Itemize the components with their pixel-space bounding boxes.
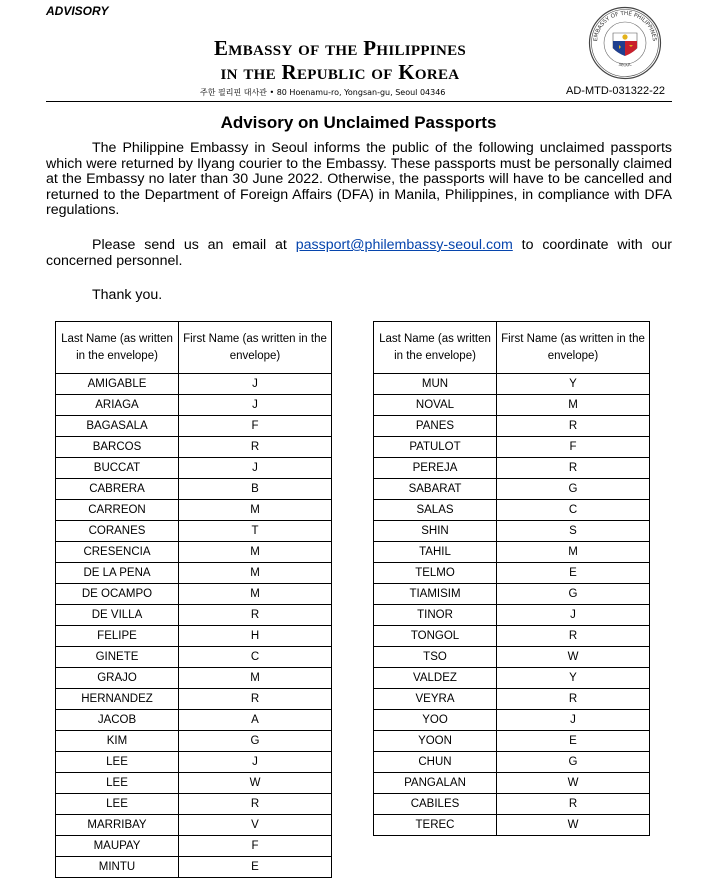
first-name-cell: R [179, 605, 332, 626]
last-name-cell: DE LA PENA [56, 563, 179, 584]
email-link[interactable]: passport@philembassy-seoul.com [295, 237, 513, 253]
table-header-row [374, 322, 650, 374]
last-name-cell: TAHIL [374, 542, 497, 563]
table-row [56, 857, 332, 878]
first-name-cell: M [497, 542, 650, 563]
unclaimed-passports-table-right [373, 321, 650, 836]
last-name-cell: CABILES [374, 794, 497, 815]
last-name-cell: LEE [56, 794, 179, 815]
table-row [56, 479, 332, 500]
header-divider [46, 101, 672, 102]
first-name-cell: A [179, 710, 332, 731]
last-name-cell: GINETE [56, 647, 179, 668]
first-name-cell: Y [497, 668, 650, 689]
table-row [374, 710, 650, 731]
first-name-cell: M [179, 584, 332, 605]
table-row [374, 731, 650, 752]
first-name-cell: R [497, 416, 650, 437]
last-name-cell: BUCCAT [56, 458, 179, 479]
table-row [374, 563, 650, 584]
first-name-header: First Name (as written in the envelope) [179, 322, 332, 374]
seal-top-text: EMBASSY OF THE PHILIPPINES [593, 10, 657, 42]
table-row [374, 374, 650, 395]
last-name-cell: MAUPAY [56, 836, 179, 857]
table-row [374, 689, 650, 710]
last-name-header: Last Name (as written in the envelope) [56, 322, 179, 374]
first-name-cell: G [497, 752, 650, 773]
last-name-cell: VEYRA [374, 689, 497, 710]
contact-paragraph [46, 238, 672, 269]
first-name-cell: E [497, 731, 650, 752]
last-name-cell: PATULOT [374, 437, 497, 458]
table-row [374, 773, 650, 794]
last-name-cell: VALDEZ [374, 668, 497, 689]
table-row [374, 437, 650, 458]
last-name-cell: LEE [56, 773, 179, 794]
advisory-label: ADVISORY [46, 4, 109, 18]
table-row [56, 626, 332, 647]
first-name-cell: E [179, 857, 332, 878]
table-row [374, 752, 650, 773]
table-row [56, 458, 332, 479]
table-row [56, 437, 332, 458]
table-row [56, 815, 332, 836]
table-row [374, 815, 650, 836]
table-row [374, 626, 650, 647]
last-name-cell: BARCOS [56, 437, 179, 458]
first-name-cell: M [179, 500, 332, 521]
table-row [374, 395, 650, 416]
table-row [374, 605, 650, 626]
embassy-seal-icon [588, 6, 662, 80]
first-name-cell: C [179, 647, 332, 668]
last-name-cell: AMIGABLE [56, 374, 179, 395]
contact-text-after: to coordinate with our concerned personnel. [46, 237, 673, 269]
table-row [374, 521, 650, 542]
first-name-cell: T [179, 521, 332, 542]
first-name-cell: F [179, 416, 332, 437]
first-name-cell: R [179, 794, 332, 815]
last-name-cell: TONGOL [374, 626, 497, 647]
first-name-cell: M [179, 563, 332, 584]
first-name-cell: R [179, 689, 332, 710]
table-row [56, 395, 332, 416]
first-name-cell: J [179, 752, 332, 773]
last-name-cell: BAGASALA [56, 416, 179, 437]
embassy-name-line1: Embassy of the Philippines [213, 36, 467, 60]
table-row [56, 836, 332, 857]
table-row [56, 416, 332, 437]
last-name-cell: CRESENCIA [56, 542, 179, 563]
last-name-cell: TEREC [374, 815, 497, 836]
table-row [374, 647, 650, 668]
first-name-cell: R [497, 689, 650, 710]
last-name-cell: PANES [374, 416, 497, 437]
first-name-cell: E [497, 563, 650, 584]
first-name-cell: M [179, 668, 332, 689]
last-name-cell: PEREJA [374, 458, 497, 479]
first-name-cell: H [179, 626, 332, 647]
table-row [56, 542, 332, 563]
advisory-title: Advisory on Unclaimed Passports [220, 113, 497, 132]
last-name-cell: TELMO [374, 563, 497, 584]
table-row [56, 563, 332, 584]
table-row [56, 500, 332, 521]
last-name-cell: CORANES [56, 521, 179, 542]
first-name-cell: F [497, 437, 650, 458]
last-name-cell: KIM [56, 731, 179, 752]
last-name-cell: MARRIBAY [56, 815, 179, 836]
first-name-cell: J [497, 605, 650, 626]
first-name-cell: R [497, 626, 650, 647]
table-row [374, 416, 650, 437]
first-name-cell: G [497, 479, 650, 500]
first-name-cell: J [179, 395, 332, 416]
table-row [56, 731, 332, 752]
embassy-name-line2: in the Republic of Korea [220, 60, 460, 84]
first-name-cell: R [497, 794, 650, 815]
first-name-cell: S [497, 521, 650, 542]
first-name-cell: Y [497, 374, 650, 395]
embassy-address: 주한 필리핀 대사관 • 80 Hoenamu-ro, Yongsan-gu, Seoul 04346 [200, 88, 446, 97]
last-name-cell: TIAMISIM [374, 584, 497, 605]
table-row [374, 584, 650, 605]
first-name-cell: G [179, 731, 332, 752]
first-name-cell: J [179, 374, 332, 395]
first-name-cell: R [179, 437, 332, 458]
last-name-cell: YOO [374, 710, 497, 731]
closing-text: Thank you. [92, 287, 163, 303]
first-name-cell: W [179, 773, 332, 794]
last-name-cell: YOON [374, 731, 497, 752]
table-row [374, 500, 650, 521]
last-name-header: Last Name (as written in the envelope) [374, 322, 497, 374]
first-name-cell: W [497, 815, 650, 836]
last-name-cell: FELIPE [56, 626, 179, 647]
last-name-cell: CHUN [374, 752, 497, 773]
table-row [56, 647, 332, 668]
intro-paragraph: The Philippine Embassy in Seoul informs the public of the following unclaimed passports which were returned by Ilyang courier to the Embassy. These passports must be personally claimed at the Embassy no later than 30 June 2022. Otherwise, the passports will have to be cancelled and returned to the Department of Foreign Affairs (DFA) in Manila, Philippines, in compliance with DFA regulations. [46, 140, 672, 219]
document-number: AD-MTD-031322-22 [566, 85, 666, 97]
table-row [56, 668, 332, 689]
first-name-cell: M [497, 395, 650, 416]
last-name-cell: JACOB [56, 710, 179, 731]
table-row [56, 521, 332, 542]
table-row [374, 668, 650, 689]
last-name-cell: HERNANDEZ [56, 689, 179, 710]
last-name-cell: DE VILLA [56, 605, 179, 626]
table-row [56, 605, 332, 626]
table-row [56, 710, 332, 731]
table-row [56, 689, 332, 710]
last-name-cell: MUN [374, 374, 497, 395]
last-name-cell: TINOR [374, 605, 497, 626]
last-name-cell: SHIN [374, 521, 497, 542]
first-name-cell: M [179, 542, 332, 563]
table-header-row [56, 322, 332, 374]
last-name-cell: NOVAL [374, 395, 497, 416]
last-name-cell: CABRERA [56, 479, 179, 500]
table-row [374, 479, 650, 500]
first-name-cell: B [179, 479, 332, 500]
table-row [56, 752, 332, 773]
first-name-cell: V [179, 815, 332, 836]
table-row [56, 374, 332, 395]
last-name-cell: LEE [56, 752, 179, 773]
first-name-cell: W [497, 647, 650, 668]
table-row [374, 794, 650, 815]
first-name-cell: R [497, 458, 650, 479]
last-name-cell: GRAJO [56, 668, 179, 689]
first-name-cell: G [497, 584, 650, 605]
first-name-cell: F [179, 836, 332, 857]
last-name-cell: TSO [374, 647, 497, 668]
seal-bottom-text: SEOUL [618, 61, 632, 68]
last-name-cell: PANGALAN [374, 773, 497, 794]
last-name-cell: SABARAT [374, 479, 497, 500]
table-row [56, 773, 332, 794]
last-name-cell: CARREON [56, 500, 179, 521]
first-name-cell: J [497, 710, 650, 731]
last-name-cell: DE OCAMPO [56, 584, 179, 605]
table-row [374, 542, 650, 563]
table-row [374, 458, 650, 479]
last-name-cell: ARIAGA [56, 395, 179, 416]
first-name-cell: J [179, 458, 332, 479]
contact-text-before: Please send us an email at [92, 237, 296, 253]
first-name-cell: W [497, 773, 650, 794]
last-name-cell: MINTU [56, 857, 179, 878]
table-row [56, 794, 332, 815]
first-name-header: First Name (as written in the envelope) [497, 322, 650, 374]
table-row [56, 584, 332, 605]
last-name-cell: SALAS [374, 500, 497, 521]
first-name-cell: C [497, 500, 650, 521]
unclaimed-passports-table-left [55, 321, 332, 878]
